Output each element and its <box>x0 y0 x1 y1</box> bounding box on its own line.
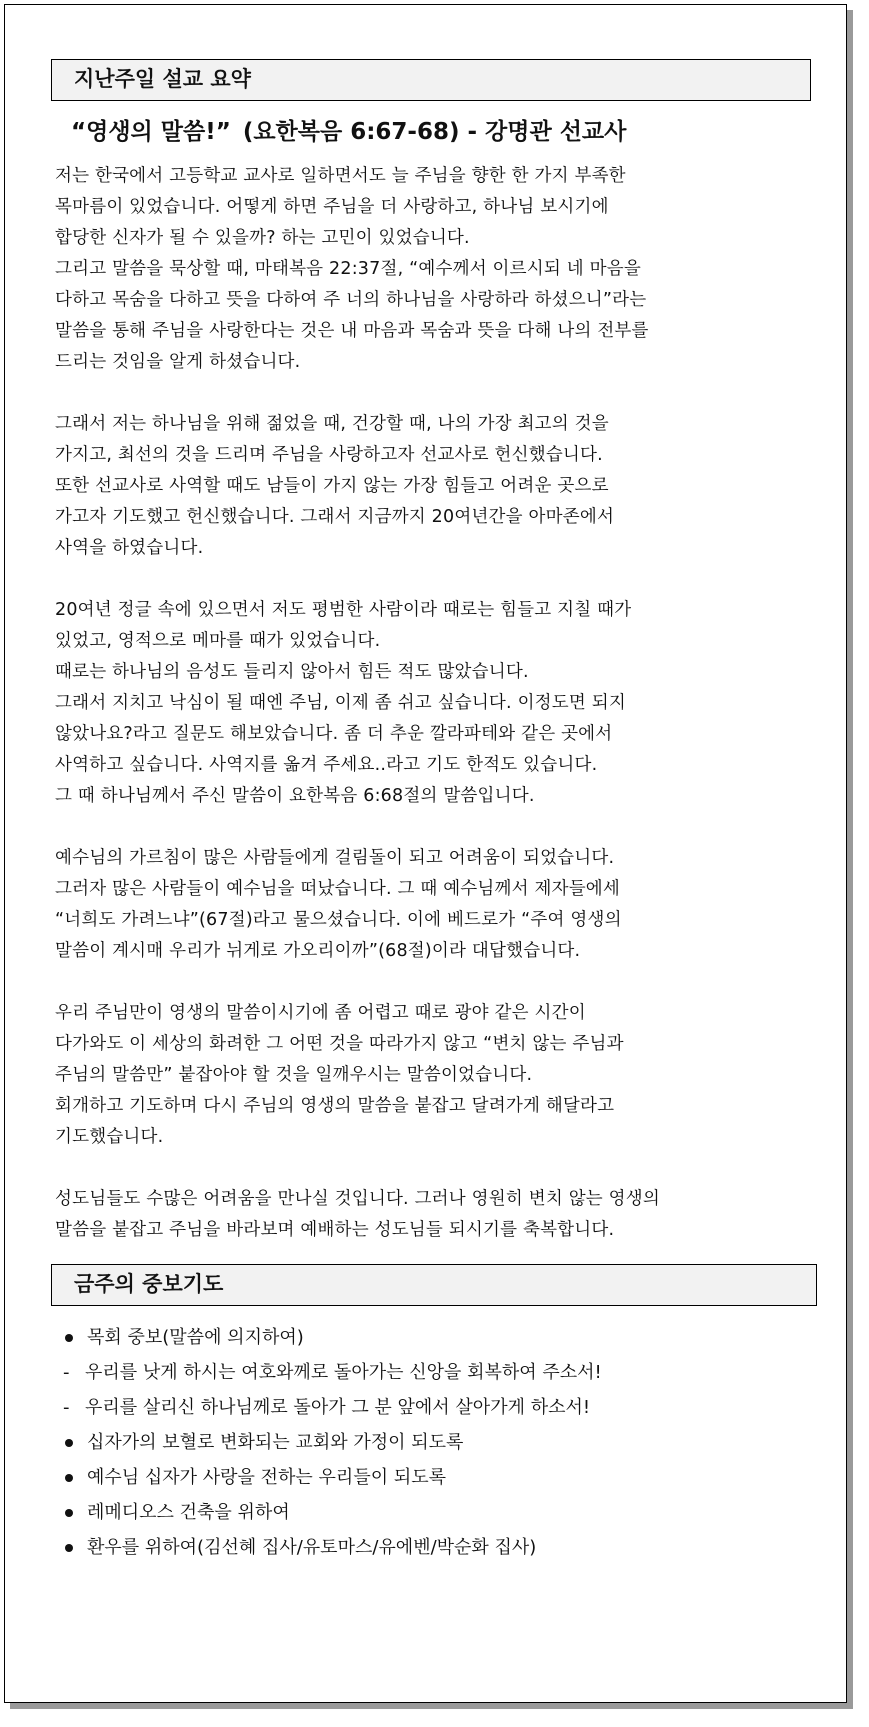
sermon-title <box>71 117 811 147</box>
sermon-text-line: 우리 주님만이 영생의 말씀이시기에 좀 어렵고 때로 광야 같은 시간이 <box>55 1003 586 1023</box>
prayer-item <box>63 1355 811 1390</box>
dash-marker: - <box>63 1362 70 1383</box>
sermon-text-line: 기도했습니다. <box>55 1127 164 1147</box>
sermon-text-line: 20여년 정글 속에 있으면서 저도 평범한 사람이라 때로는 힘들고 지칠 때가 <box>55 600 632 620</box>
sermon-section-header: 지난주일 설교 요약 <box>51 59 811 101</box>
bullet-icon <box>65 1334 73 1342</box>
bullet-icon <box>65 1474 73 1482</box>
prayer-item-text: 레메디오스 건축을 위하여 <box>87 1502 290 1523</box>
sermon-text-line: 않았나요?라고 질문도 해보았습니다. 좀 더 추운 깔라파테와 같은 곳에서 <box>55 724 613 744</box>
sermon-text-line: 말씀을 통해 주님을 사랑한다는 것은 내 마음과 목숨과 뜻을 다해 나의 전부를 <box>55 321 649 341</box>
sermon-text-line: 다가와도 이 세상의 화려한 그 어떤 것을 따라가지 않고 “변치 않는 주님과 <box>55 1034 624 1054</box>
sermon-text-line: 그 때 하나님께서 주신 말씀이 요한복음 6:68절의 말씀입니다. <box>55 786 535 806</box>
sermon-text-line: 합당한 신자가 될 수 있을까? 하는 고민이 있었습니다. <box>55 228 470 248</box>
sermon-paragraph <box>55 998 811 1153</box>
sermon-paragraph <box>55 1184 811 1246</box>
sermon-text-line: 다하고 목숨을 다하고 뜻을 다하여 주 너의 하나님을 사랑하라 하셨으니”라는 <box>55 290 647 310</box>
prayer-item-text: 우리를 살리신 하나님께로 돌아가 그 분 앞에서 살아가게 하소서! <box>85 1397 591 1418</box>
sermon-text-line: 사역하고 싶습니다. 사역지를 옮겨 주세요..라고 기도 한적도 있습니다. <box>55 755 598 775</box>
bullet-icon <box>65 1509 73 1517</box>
sermon-text-line: 그리고 말씀을 묵상할 때, 마태복음 22:37절, “예수께서 이르시되 네 마음을 <box>55 259 641 279</box>
prayer-item <box>63 1530 811 1565</box>
sermon-title-reference: (요한복음 6:67-68) - 강명관 선교사 <box>242 119 627 145</box>
prayer-item <box>63 1460 811 1495</box>
prayer-list <box>63 1320 811 1565</box>
sermon-text-line: 있었고, 영적으로 메마를 때가 있었습니다. <box>55 631 381 651</box>
sermon-text-line: 주님의 말씀만” 붙잡아야 할 것을 일깨우시는 말씀이었습니다. <box>55 1065 533 1085</box>
prayer-item <box>63 1320 811 1355</box>
sermon-text-line: 그래서 지치고 낙심이 될 때엔 주님, 이제 좀 쉬고 싶습니다. 이정도면 되지 <box>55 693 626 713</box>
prayer-item-text: 목회 중보(말씀에 의지하여) <box>87 1327 304 1348</box>
prayer-item <box>63 1425 811 1460</box>
sermon-paragraph <box>55 409 811 564</box>
sermon-summary-body <box>55 161 811 1246</box>
bullet-icon <box>65 1544 73 1552</box>
sermon-text-line: 사역을 하였습니다. <box>55 538 204 558</box>
sermon-text-line: 가지고, 최선의 것을 드리며 주님을 사랑하고자 선교사로 헌신했습니다. <box>55 445 603 465</box>
prayer-item-text: 환우를 위하여(김선혜 집사/유토마스/유에벤/박순화 집사) <box>87 1537 537 1558</box>
prayer-section-header: 금주의 중보기도 <box>51 1264 817 1306</box>
sermon-text-line: 말씀이 계시매 우리가 뉘게로 가오리이까”(68절)이라 대답했습니다. <box>55 941 581 961</box>
sermon-text-line: 그래서 저는 하나님을 위해 젊었을 때, 건강할 때, 나의 가장 최고의 것을 <box>55 414 609 434</box>
sermon-text-line: 그러자 많은 사람들이 예수님을 떠났습니다. 그 때 예수님께서 제자들에세 <box>55 879 621 899</box>
bullet-icon <box>65 1439 73 1447</box>
sermon-text-line: 목마름이 있었습니다. 어떻게 하면 주님을 더 사랑하고, 하나님 보시기에 <box>55 197 609 217</box>
sermon-text-line: 성도님들도 수많은 어려움을 만나실 것입니다. 그러나 영원히 변치 않는 영생의 <box>55 1189 660 1209</box>
prayer-item-text: 십자가의 보혈로 변화되는 교회와 가정이 되도록 <box>87 1432 464 1453</box>
sermon-text-line: “너희도 가려느냐”(67절)라고 물으셨습니다. 이에 베드로가 “주여 영생의 <box>55 910 622 930</box>
sermon-text-line: 회개하고 기도하며 다시 주님의 영생의 말씀을 붙잡고 달려가게 해달라고 <box>55 1096 615 1116</box>
prayer-item <box>63 1390 811 1425</box>
prayer-item-text: 우리를 낫게 하시는 여호와께로 돌아가는 신앙을 회복하여 주소서! <box>85 1362 602 1383</box>
sermon-text-line: 예수님의 가르침이 많은 사람들에게 걸림돌이 되고 어려움이 되었습니다. <box>55 848 615 868</box>
sermon-title-main: “영생의 말씀!” <box>71 119 231 145</box>
dash-marker: - <box>63 1397 70 1418</box>
sermon-paragraph <box>55 843 811 967</box>
sermon-text-line: 가고자 기도했고 헌신했습니다. 그래서 지금까지 20여년간을 아마존에서 <box>55 507 615 527</box>
sermon-paragraph <box>55 595 811 812</box>
prayer-item-text: 예수님 십자가 사랑을 전하는 우리들이 되도록 <box>87 1467 446 1488</box>
page-frame <box>4 4 847 1703</box>
sermon-text-line: 말씀을 붙잡고 주님을 바라보며 예배하는 성도님들 되시기를 축복합니다. <box>55 1220 615 1240</box>
bulletin-content <box>51 59 811 1565</box>
sermon-text-line: 때로는 하나님의 음성도 들리지 않아서 힘든 적도 많았습니다. <box>55 662 529 682</box>
sermon-text-line: 또한 선교사로 사역할 때도 남들이 가지 않는 가장 힘들고 어려운 곳으로 <box>55 476 609 496</box>
sermon-text-line: 드리는 것임을 알게 하셨습니다. <box>55 352 301 372</box>
prayer-item <box>63 1495 811 1530</box>
sermon-text-line: 저는 한국에서 고등학교 교사로 일하면서도 늘 주님을 향한 한 가지 부족한 <box>55 166 626 186</box>
sermon-paragraph <box>55 161 811 378</box>
